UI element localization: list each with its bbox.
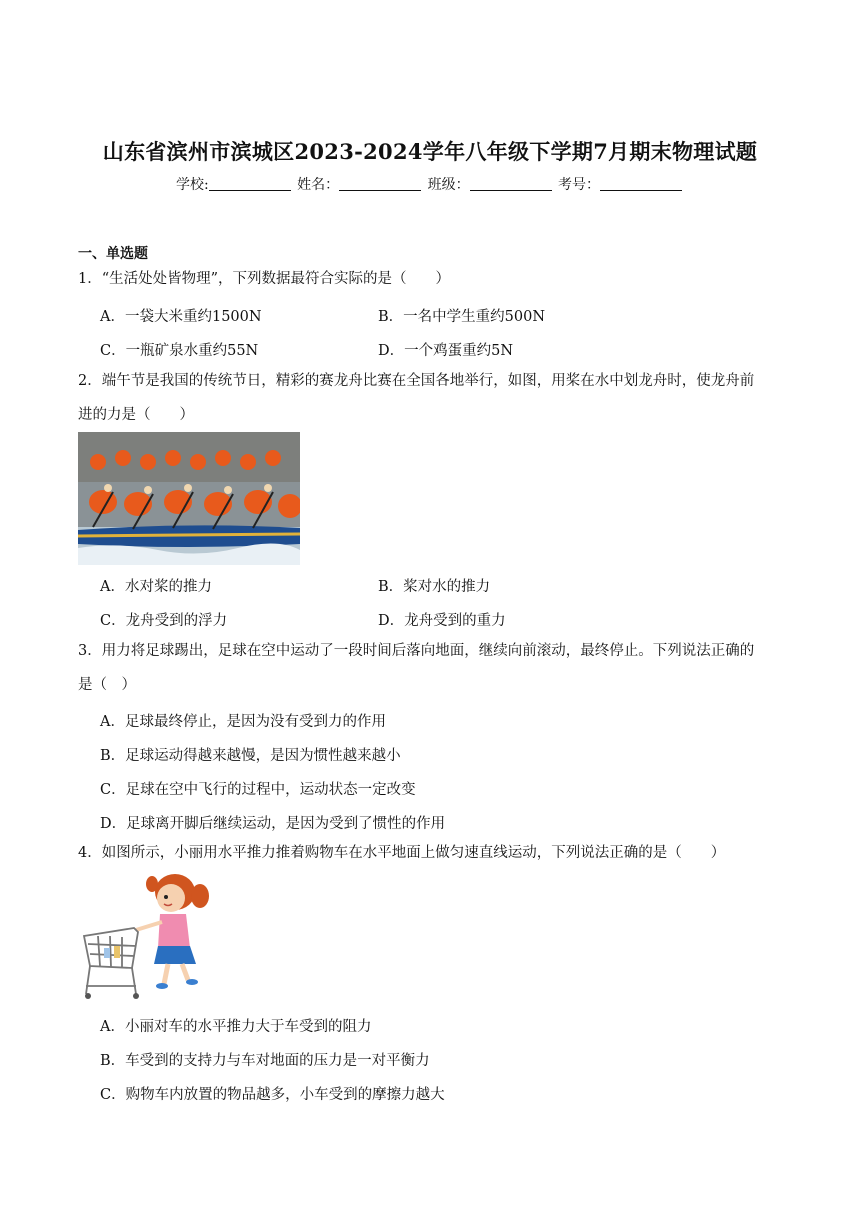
school-blank[interactable] [209, 176, 291, 191]
question-3-stem-line2: 是（ ） [78, 677, 136, 693]
section-heading: 一、单选题 [78, 246, 148, 262]
class-blank[interactable] [470, 176, 552, 191]
q3-option-b[interactable]: B．足球运动得越来越慢，是因为惯性越来越小 [100, 748, 401, 764]
q2-option-a[interactable]: A．水对桨的推力 [100, 579, 212, 595]
q1-option-d[interactable]: D．一个鸡蛋重约5N [378, 343, 514, 359]
page-title: 山东省滨州市滨城区2023-2024学年八年级下学期7月期末物理试题 [102, 139, 758, 164]
q3-option-d[interactable]: D．足球离开脚后继续运动，是因为受到了惯性的作用 [100, 816, 446, 832]
class-label: 班级： [427, 177, 470, 193]
q2-option-d[interactable]: D．龙舟受到的重力 [378, 613, 506, 629]
question-4-stem: 4．如图所示，小丽用水平推力推着购物车在水平地面上做匀速直线运动，下列说法正确的是（ ） [78, 845, 726, 861]
student-info-line [0, 174, 860, 194]
q4-option-b[interactable]: B．车受到的支持力与车对地面的压力是一对平衡力 [100, 1053, 430, 1069]
question-2-stem-line2: 进的力是（ ） [78, 407, 194, 423]
id-label: 考号： [558, 177, 601, 193]
question-3-stem-line1: 3．用力将足球踢出，足球在空中运动了一段时间后落向地面，继续向前滚动，最终停止。下列说法正确的 [78, 643, 755, 659]
q2-option-c[interactable]: C．龙舟受到的浮力 [100, 613, 228, 629]
q3-option-a[interactable]: A．足球最终停止，是因为没有受到力的作用 [100, 714, 386, 730]
q4-option-a[interactable]: A．小丽对车的水平推力大于车受到的阻力 [100, 1019, 372, 1035]
id-blank[interactable] [600, 176, 682, 191]
q3-option-c[interactable]: C．足球在空中飞行的过程中，运动状态一定改变 [100, 782, 416, 798]
question-2-stem-line1: 2．端午节是我国的传统节日，精彩的赛龙舟比赛在全国各地举行，如图，用桨在水中划龙舟时，使龙舟前 [78, 373, 755, 389]
question-1-stem: 1．“生活处处皆物理”，下列数据最符合实际的是（ ） [78, 271, 451, 287]
name-blank[interactable] [339, 176, 421, 191]
q4-option-c[interactable]: C．购物车内放置的物品越多，小车受到的摩擦力越大 [100, 1087, 445, 1103]
q1-option-b[interactable]: B．一名中学生重约500N [378, 309, 546, 325]
name-label: 姓名： [297, 177, 340, 193]
q1-option-c[interactable]: C．一瓶矿泉水重约55N [100, 343, 259, 359]
shopping-cart-girl-image [78, 870, 218, 1004]
dragon-boat-image [78, 432, 300, 565]
q2-option-b[interactable]: B．桨对水的推力 [378, 579, 491, 595]
q1-option-a[interactable]: A．一袋大米重约1500N [100, 309, 262, 325]
school-label: 学校: [175, 177, 209, 193]
